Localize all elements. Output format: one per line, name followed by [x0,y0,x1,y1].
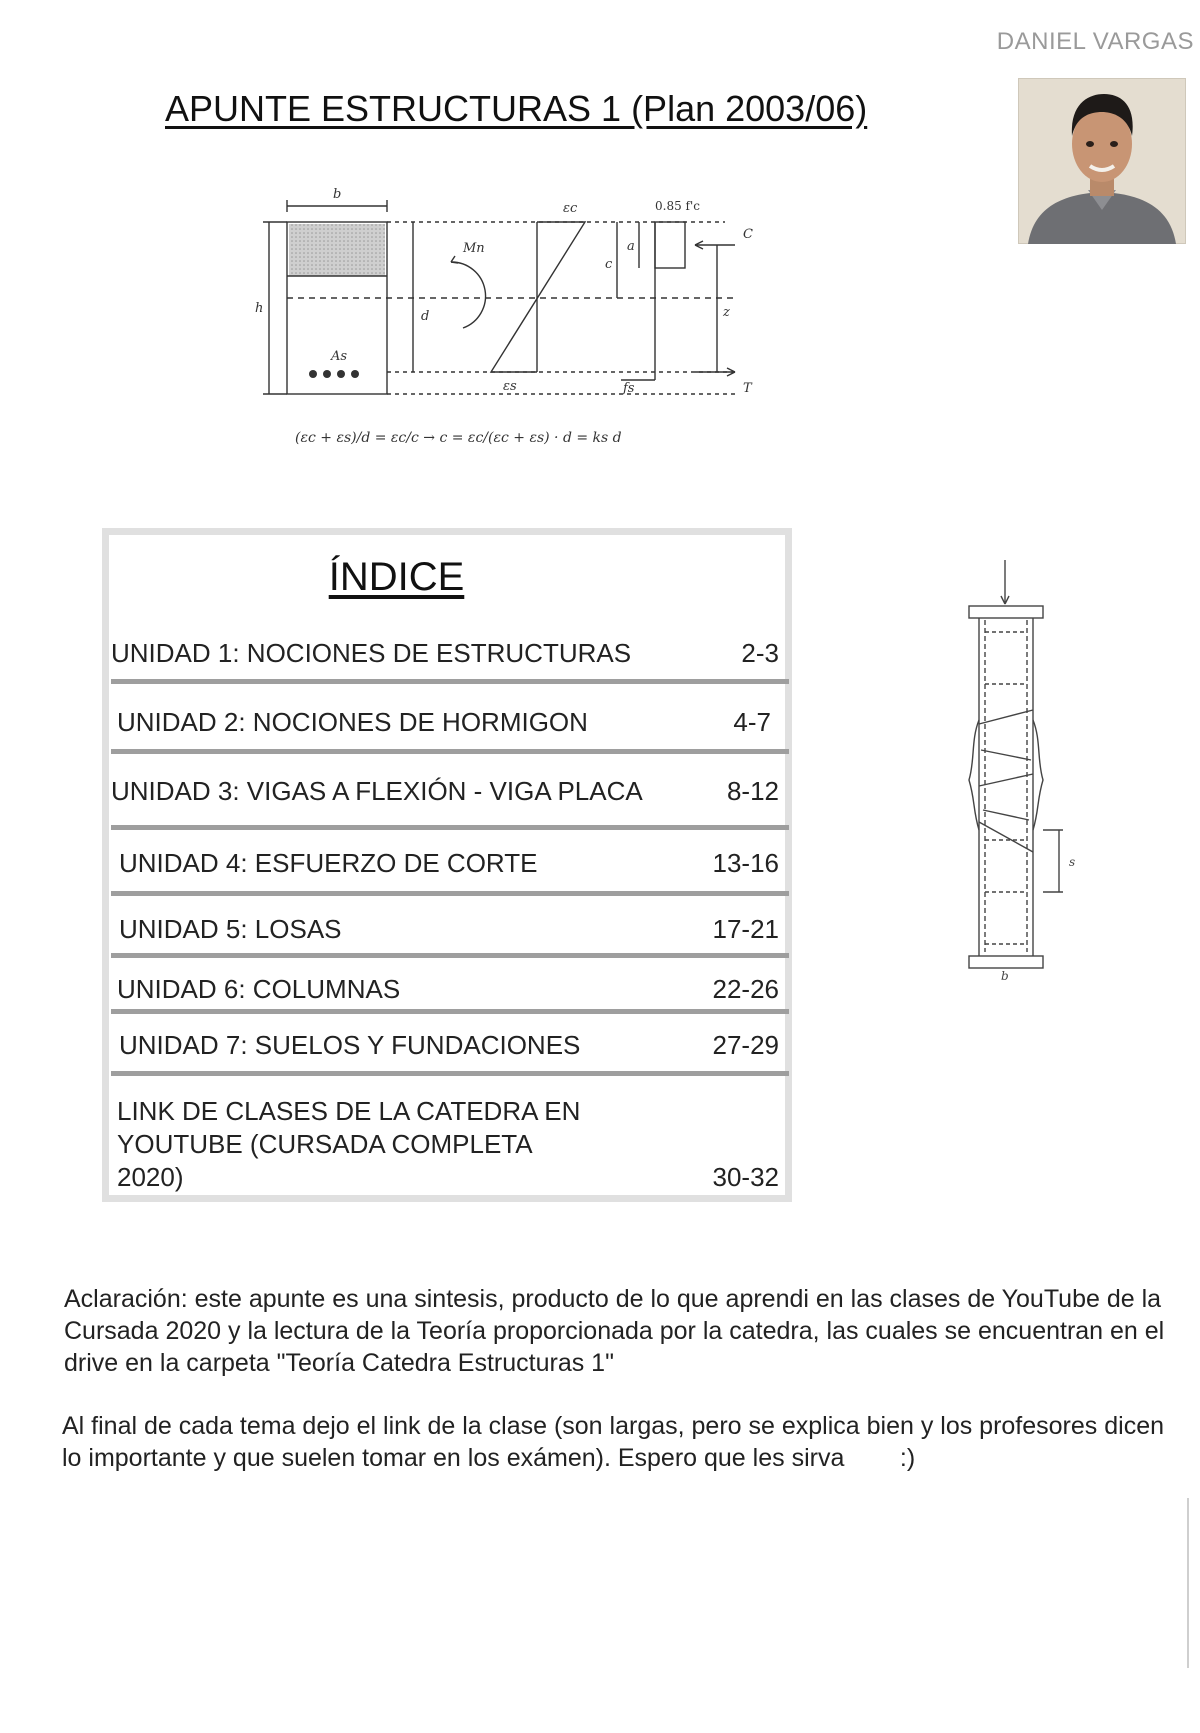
label-h: h [255,301,264,316]
page-edge-line [1187,1498,1189,1668]
index-row-label: UNIDAD 7: SUELOS Y FUNDACIONES [119,1030,581,1060]
page-title: APUNTE ESTRUCTURAS 1 (Plan 2003/06) [165,88,868,129]
label-ec: εc [563,201,578,216]
label-z: z [723,305,730,320]
author-name: DANIEL VARGAS [996,28,1194,55]
index-row-label: UNIDAD 2: NOCIONES DE HORMIGON [117,707,588,737]
index-divider [111,1071,789,1076]
index-divider [111,1009,789,1014]
index-divider [111,749,789,754]
index-row-label: UNIDAD 5: LOSAS [119,914,342,944]
column-failure-diagram [935,560,1105,980]
index-divider [111,953,789,958]
index-row-pages: 8-12 [726,776,779,806]
index-row-pages: 2-3 [741,638,779,668]
label-es: εs [503,379,517,394]
index-title: ÍNDICE [328,555,465,599]
index-divider [111,891,789,896]
label-T: T [743,381,752,396]
index-row-pages: 13-16 [712,848,779,878]
label-b: b [333,187,342,202]
index-divider [111,679,789,684]
label-a: a [627,239,635,254]
index-row-pages: 27-29 [712,1030,779,1060]
author-photo [1018,78,1186,244]
index-divider [111,825,789,830]
index-row-label: UNIDAD 6: COLUMNAS [117,974,401,1004]
label-C: C [743,227,753,242]
label-s: s [1069,855,1076,869]
index-row-label: LINK DE CLASES DE LA CATEDRA EN YOUTUBE (CURSADA COMPLETA 2020) [117,1096,581,1192]
label-d: d [421,309,430,324]
clarification-note: Aclaración: este apunte es una sintesis, producto de lo que aprendi en las clases de YouTube de la Cursada 2020 y la lectura de la Teoría proporcionada por la catedra, las cuales se encuentran en el drive en la carpeta "Teoría Catedra Estructuras 1" [64,1285,1165,1377]
index-row-label: UNIDAD 4: ESFUERZO DE CORTE [119,848,538,878]
formula: (εc + εs)/d = εc/c → c = εc/(εc + εs) · d = ks d [295,430,622,446]
label-as: As [331,349,348,364]
label-c: c [605,257,613,272]
label-mn: Mn [463,241,485,256]
index-row-label: UNIDAD 3: VIGAS A FLEXIÓN - VIGA PLACA [111,776,643,806]
index-row-pages: 17-21 [712,914,779,944]
index-row-youtube[interactable] [117,1095,787,1194]
beam-section-diagram [255,180,795,470]
index-row-label: UNIDAD 1: NOCIONES DE ESTRUCTURAS [111,638,632,668]
index-row-pages: 4-7 [733,707,771,737]
label-col-b: b [1001,969,1009,980]
label-fc: 0.85 f'c [655,199,700,213]
index-row-pages: 30-32 [712,1162,779,1192]
index-box [102,528,792,1202]
index-row-pages: 22-26 [712,974,779,1004]
label-fs: fs [623,381,635,396]
closing-note: Al final de cada tema dejo el link de la clase (son largas, pero se explica bien y los profesores dicen lo importante y que suelen tomar en los exámen). Espero que les sirva :) [62,1412,1171,1472]
